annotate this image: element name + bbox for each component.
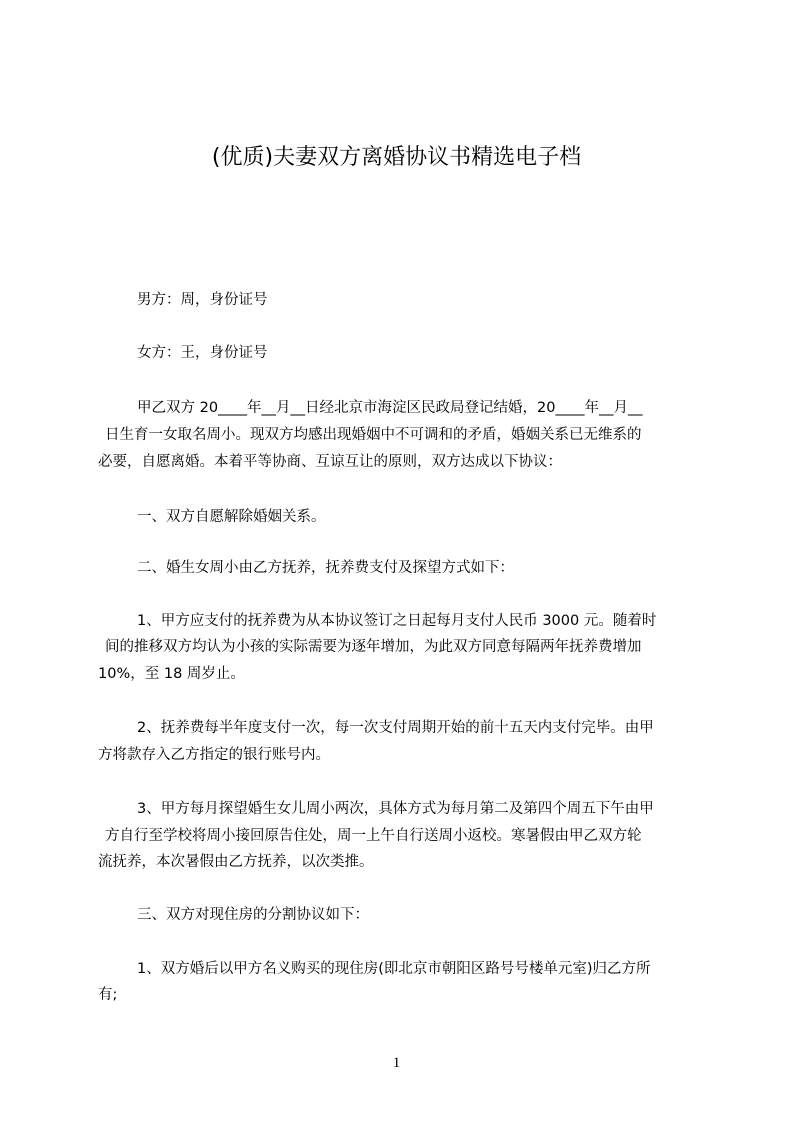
paragraph-line: 方将款存入乙方指定的银行账号内。 xyxy=(98,747,330,763)
paragraph-line: 甲乙双方 20____年__月__日经北京市海淀区民政局登记结婚，20____年__月__ xyxy=(137,400,643,416)
paragraph-line: 1、甲方应支付的抚养费为从本协议签订之日起每月支付人民币 3000 元。随着时 xyxy=(137,613,657,629)
document-title: (优质)夫妻双方离婚协议书精选电子档 xyxy=(211,145,582,170)
paragraph-line: 流抚养，本次暑假由乙方抚养，以次类推。 xyxy=(98,854,374,870)
paragraph-line: 1、双方婚后以甲方名义购买的现住房(即北京市朝阳区路号号楼单元室)归乙方所 xyxy=(137,961,651,977)
page-number: 1 xyxy=(392,1055,401,1071)
clause-heading: 三、双方对现住房的分割协议如下： xyxy=(137,907,369,923)
paragraph-line: 10%，至 18 周岁止。 xyxy=(98,666,245,682)
clause-heading: 二、婚生女周小由乙方抚养，抚养费支付及探望方式如下： xyxy=(137,560,514,576)
paragraph-line: 3、甲方每月探望婚生女儿周小两次，具体方式为每月第二及第四个周五下午由甲 xyxy=(137,801,654,817)
paragraph-line: 2、抚养费每半年度支付一次，每一次支付周期开始的前十五天内支付完毕。由甲 xyxy=(137,720,654,736)
paragraph-line: 日生育一女取名周小。现双方均感出现婚姻中不可调和的矛盾，婚姻关系已无维系的 xyxy=(105,427,642,443)
female-party-line: 女方：王，身份证号 xyxy=(137,345,268,361)
clause-heading: 一、双方自愿解除婚姻关系。 xyxy=(137,509,326,525)
paragraph-line: 方自行至学校将周小接回原告住处，周一上午自行送周小返校。寒暑假由甲乙双方轮 xyxy=(105,828,642,844)
paragraph-line: 间的推移双方均认为小孩的实际需要为逐年增加，为此双方同意每隔两年抚养费增加 xyxy=(105,639,642,655)
paragraph-line: 有; xyxy=(98,987,118,1003)
male-party-line: 男方：周，身份证号 xyxy=(137,292,268,308)
paragraph-line: 必要，自愿离婚。本着平等协商、互谅互让的原则，双方达成以下协议： xyxy=(98,454,562,470)
